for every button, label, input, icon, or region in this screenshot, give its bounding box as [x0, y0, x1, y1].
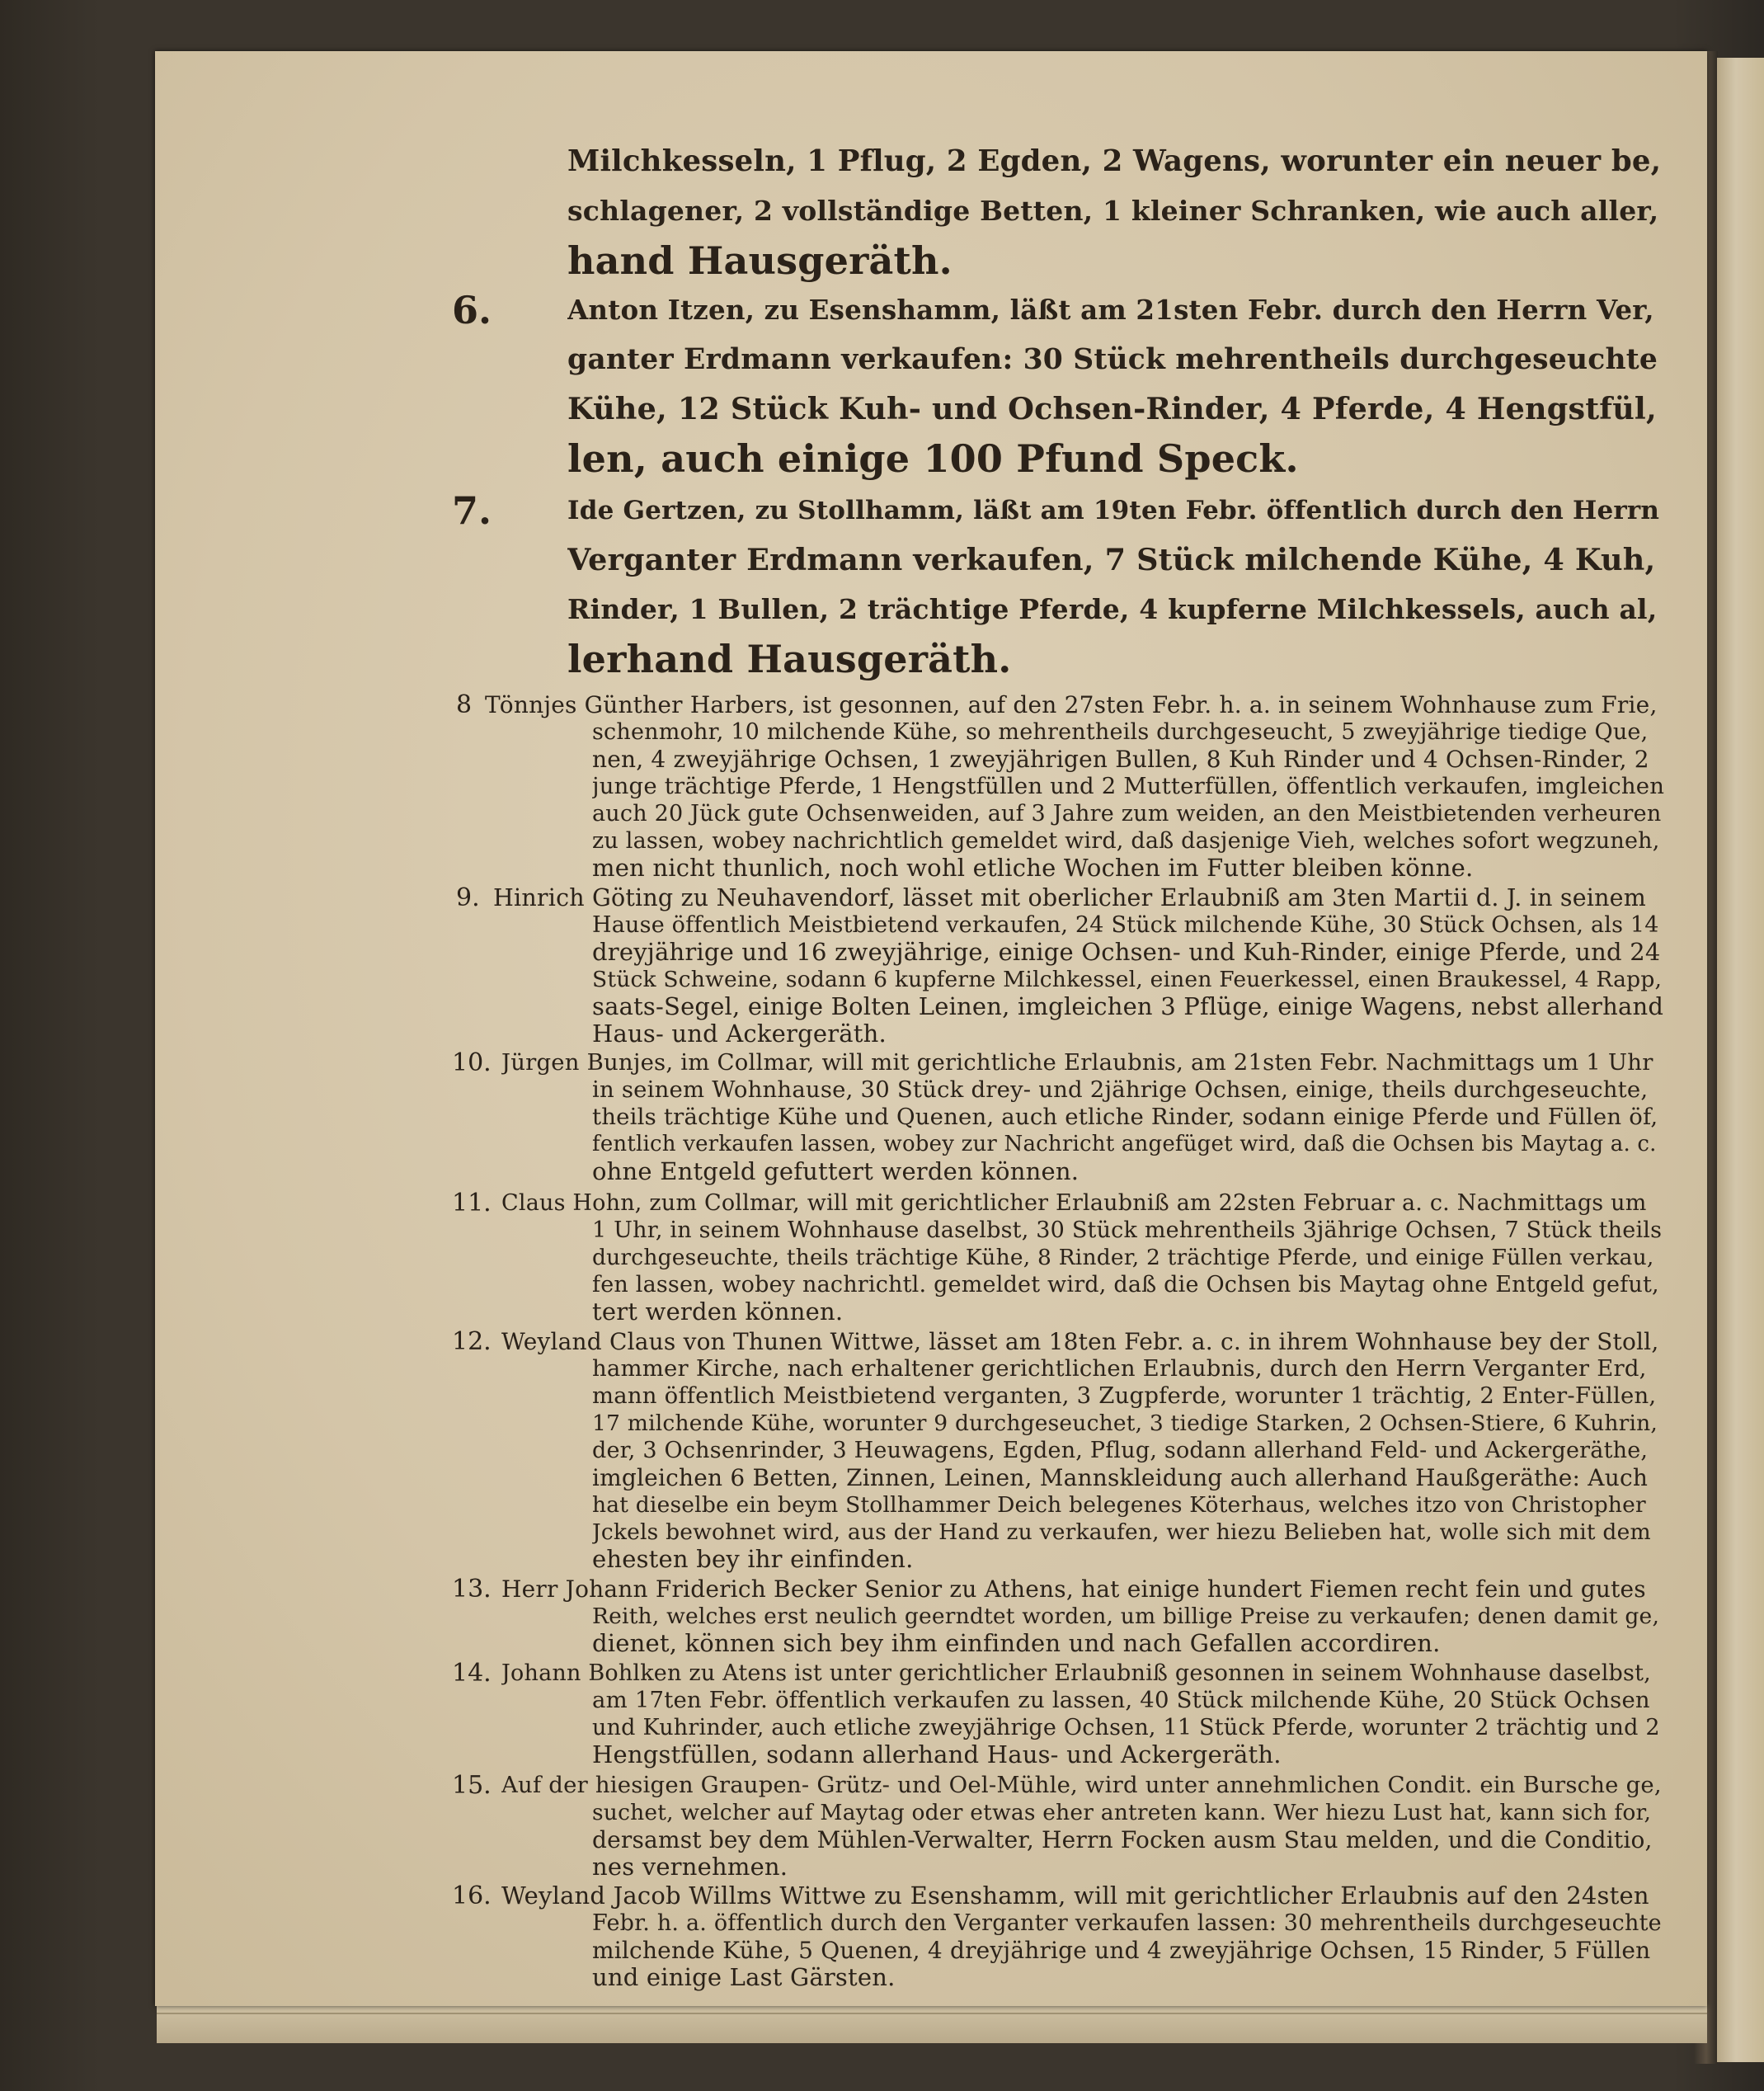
entry-line: Weyland Claus von Thunen Wittwe, lässet am 18ten Febr. a. c. in ihrem Wohnhause bey der Stoll,: [501, 1328, 1659, 1355]
entry-line: schenmohr, 10 milchende Kühe, so mehrentheils durchgeseucht, 5 zweyjährige tiedige Que,: [592, 719, 1649, 745]
entry-line: Johann Bohlken zu Atens ist unter gerichtlicher Erlaubniß gesonnen in seinem Wohnhause daselbst,: [501, 1660, 1651, 1686]
document-page: [155, 51, 1707, 2006]
entry-line: Herr Johann Friderich Becker Senior zu Athens, hat einige hundert Fiemen recht fein und gutes: [501, 1575, 1646, 1603]
entry-line: lerhand Hausgeräth.: [567, 637, 1012, 681]
entry-line: Reith, welches erst neulich geerndtet worden, um billige Preise zu verkaufen; denen damit ge,: [592, 1604, 1660, 1629]
entry-line: der, 3 Ochsenrinder, 3 Heuwagens, Egden, Pflug, sodann allerhand Feld- und Ackergeräthe,: [592, 1438, 1649, 1463]
intro-line: schlagener, 2 vollständige Betten, 1 kleiner Schranken, wie auch aller,: [567, 195, 1659, 227]
entry-line: Tönnjes Günther Harbers, ist gesonnen, auf den 27sten Febr. h. a. in seinem Wohnhause zum Frie,: [485, 691, 1658, 718]
entry-line: dienet, können sich bey ihm einfinden und nach Gefallen accordiren.: [592, 1630, 1441, 1657]
entry-number: 13.: [452, 1575, 492, 1604]
entry-line: zu lassen, wobey nachrichtlich gemeldet wird, daß dasjenige Vieh, welches sofort wegzuneh,: [592, 828, 1660, 854]
entry-line: Febr. h. a. öffentlich durch den Verganter verkaufen lassen: 30 mehrentheils durchgeseuchte: [592, 1910, 1662, 1936]
entry-line: fentlich verkaufen lassen, wobey zur Nachricht angefüget wird, daß die Ochsen bis Maytag a. c.: [592, 1132, 1657, 1156]
entry-number: 16.: [452, 1881, 492, 1910]
entry-line: am 17ten Febr. öffentlich verkaufen zu lassen, 40 Stück milchende Kühe, 20 Stück Ochsen: [592, 1687, 1650, 1713]
entry-line: Hinrich Göting zu Neuhavendorf, lässet mit oberlicher Erlaubniß am 3ten Martii d. J. in seinem: [493, 884, 1646, 911]
entry-line: nes vernehmen.: [592, 1853, 788, 1881]
entry-line: tert werden können.: [592, 1298, 844, 1326]
entry-line: Rinder, 1 Bullen, 2 trächtige Pferde, 4 kupferne Milchkessels, auch al,: [567, 593, 1658, 625]
facing-page-edge: [1717, 58, 1764, 2062]
entry-line: ganter Erdmann verkaufen: 30 Stück mehrentheils durchgeseuchte: [567, 343, 1658, 376]
entry-number: 9.: [456, 883, 480, 912]
entry-line: theils trächtige Kühe und Quenen, auch etliche Rinder, sodann einige Pferde und Füllen öf,: [592, 1104, 1658, 1130]
entry-line: auch 20 Jück gute Ochsenweiden, auf 3 Jahre zum weiden, an den Meistbietenden verheuren: [592, 801, 1662, 827]
entry-line: milchende Kühe, 5 Quenen, 4 dreyjährige und 4 zweyjährige Ochsen, 15 Rinder, 5 Füllen: [592, 1937, 1651, 1964]
entry-line: dreyjährige und 16 zweyjährige, einige Ochsen- und Kuh-Rinder, einige Pferde, und 24: [592, 939, 1661, 966]
entry-line: Jckels bewohnet wird, aus der Hand zu verkaufen, wer hiezu Belieben hat, wolle sich mit dem: [592, 1519, 1651, 1545]
entry-line: saats-Segel, einige Bolten Leinen, imgleichen 3 Pflüge, einige Wagens, nebst allerhand: [592, 993, 1664, 1020]
entry-line: Haus- und Ackergeräth.: [592, 1020, 887, 1048]
entry-number: 15.: [452, 1771, 492, 1800]
entry-line: junge trächtige Pferde, 1 Hengstfüllen und 2 Mutterfüllen, öffentlich verkaufen, imgleichen: [592, 773, 1664, 799]
entry-number: 6.: [452, 288, 492, 332]
entry-line: 17 milchende Kühe, worunter 9 durchgeseuchet, 3 tiedige Starken, 2 Ochsen-Stiere, 6 Kuhrin,: [592, 1410, 1658, 1436]
entry-line: fen lassen, wobey nachrichtl. gemeldet wird, daß die Ochsen bis Maytag ohne Entgeld gefut,: [592, 1272, 1659, 1297]
entry-line: Hause öffentlich Meistbietend verkaufen, 24 Stück milchende Kühe, 30 Stück Ochsen, als 14: [592, 912, 1659, 938]
entry-line: hammer Kirche, nach erhaltener gerichtlichen Erlaubnis, durch den Herrn Verganter Erd,: [592, 1355, 1647, 1382]
entry-line: mann öffentlich Meistbietend verganten, 3 Zugpferde, worunter 1 trächtig, 2 Enter-Füllen,: [592, 1382, 1657, 1409]
page-text: [155, 51, 1707, 2006]
entry-line: 1 Uhr, in seinem Wohnhause daselbst, 30 Stück mehrentheils 3jährige Ochsen, 7 Stück theils: [592, 1217, 1663, 1243]
intro-line: hand Hausgeräth.: [567, 238, 953, 283]
entry-line: Jürgen Bunjes, im Collmar, will mit gerichtliche Erlaubnis, am 21sten Febr. Nachmittags um 1 Uhr: [501, 1049, 1653, 1076]
entry-line: Auf der hiesigen Graupen- Grütz- und Oel-Mühle, wird unter annehmlichen Condit. ein Bursche ge,: [501, 1772, 1662, 1798]
entry-line: Claus Hohn, zum Collmar, will mit gerichtlicher Erlaubniß am 22sten Februar a. c. Nachmittags um: [501, 1190, 1647, 1216]
entry-number: 10.: [452, 1048, 492, 1077]
entry-number: 8: [456, 690, 473, 719]
entry-line: in seinem Wohnhause, 30 Stück drey- und 2jährige Ochsen, einige, theils durchgeseuchte,: [592, 1076, 1649, 1103]
entry-line: nen, 4 zweyjährige Ochsen, 1 zweyjährigen Bullen, 8 Kuh Rinder und 4 Ochsen-Rinder, 2: [592, 746, 1649, 773]
entry-line: suchet, welcher auf Maytag oder etwas eher antreten kann. Wer hiezu Lust hat, kann sich for,: [592, 1800, 1652, 1825]
entry-line: Ide Gertzen, zu Stollhamm, läßt am 19ten Febr. öffentlich durch den Herrn: [567, 496, 1660, 525]
entry-line: len, auch einige 100 Pfund Speck.: [567, 436, 1299, 481]
entry-line: hat dieselbe ein beym Stollhammer Deich belegenes Köterhaus, welches itzo von Christopher: [592, 1492, 1646, 1518]
entry-line: Anton Itzen, zu Esenshamm, läßt am 21sten Febr. durch den Herrn Ver,: [567, 294, 1654, 326]
entry-line: men nicht thunlich, noch wohl etliche Wochen im Futter bleiben könne.: [592, 855, 1474, 882]
entry-line: durchgeseuchte, theils trächtige Kühe, 8 Rinder, 2 trächtige Pferde, und einige Füllen verkau,: [592, 1245, 1654, 1270]
entry-line: und Kuhrinder, auch etliche zweyjährige Ochsen, 11 Stück Pferde, worunter 2 trächtig und 2: [592, 1715, 1660, 1740]
entry-number: 11.: [452, 1189, 492, 1217]
entry-line: ohne Entgeld gefuttert werden können.: [592, 1158, 1080, 1185]
entry-number: 7.: [452, 488, 492, 533]
entry-line: dersamst bey dem Mühlen-Verwalter, Herrn Focken ausm Stau melden, und die Conditio,: [592, 1826, 1653, 1853]
entry-number: 12.: [452, 1327, 492, 1356]
entry-line: Stück Schweine, sodann 6 kupferne Milchkessel, einen Feuerkessel, einen Braukessel, 4 Rapp,: [592, 967, 1663, 992]
entry-line: Verganter Erdmann verkaufen, 7 Stück milchende Kühe, 4 Kuh,: [567, 542, 1656, 577]
intro-line: Milchkesseln, 1 Pflug, 2 Egden, 2 Wagens, worunter ein neuer be,: [567, 144, 1662, 178]
entry-number: 14.: [452, 1659, 492, 1688]
entry-line: Weyland Jacob Willms Wittwe zu Esenshamm, will mit gerichtlicher Erlaubnis auf den 24sten: [501, 1882, 1649, 1910]
entry-line: Kühe, 12 Stück Kuh- und Ochsen-Rinder, 4 Pferde, 4 Hengstfül,: [567, 391, 1657, 426]
entry-line: Hengstfüllen, sodann allerhand Haus- und Ackergeräth.: [592, 1741, 1282, 1768]
entry-line: und einige Last Gärsten.: [592, 1964, 896, 1991]
entry-line: imgleichen 6 Betten, Zinnen, Leinen, Mannskleidung auch allerhand Haußgeräthe: Auch: [592, 1464, 1649, 1491]
entry-line: ehesten bey ihr einfinden.: [592, 1546, 914, 1573]
page-stack-line: [157, 2013, 1707, 2014]
